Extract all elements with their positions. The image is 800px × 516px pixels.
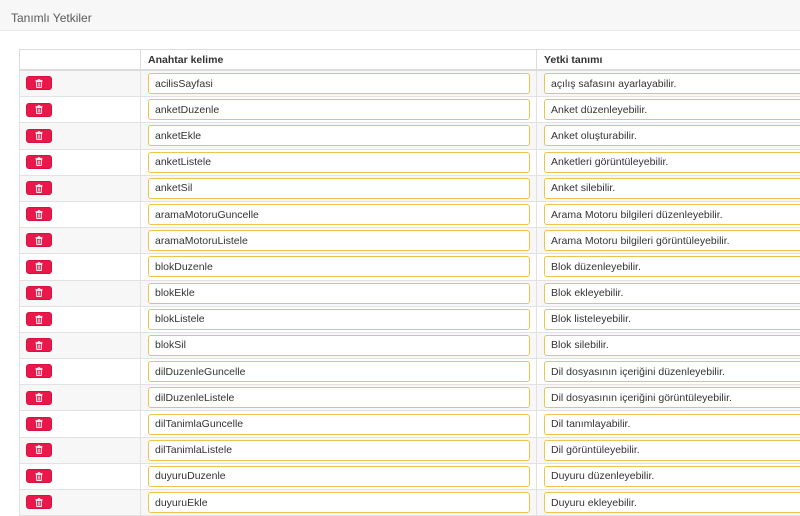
action-cell [20,149,141,175]
delete-button[interactable] [26,233,52,247]
keyword-cell [141,97,537,123]
description-input[interactable] [544,440,800,461]
keyword-cell [141,123,537,149]
trash-icon [35,419,43,428]
trash-icon [35,236,43,245]
keyword-input[interactable] [148,73,530,94]
description-input[interactable] [544,492,800,513]
delete-button[interactable] [26,260,52,274]
delete-button[interactable] [26,155,52,169]
trash-icon [35,393,43,402]
column-header-description: Yetki tanımı [537,50,800,71]
trash-icon [35,445,43,454]
description-cell [537,332,800,358]
keyword-input[interactable] [148,152,530,173]
action-cell [20,490,141,516]
description-cell [537,254,800,280]
keyword-input[interactable] [148,125,530,146]
delete-button[interactable] [26,312,52,326]
table-row [20,306,800,332]
trash-icon [35,367,43,376]
keyword-input[interactable] [148,99,530,120]
delete-button[interactable] [26,76,52,90]
delete-button[interactable] [26,364,52,378]
description-cell [537,437,800,463]
description-input[interactable] [544,387,800,408]
delete-button[interactable] [26,286,52,300]
description-input[interactable] [544,152,800,173]
action-cell [20,201,141,227]
description-input[interactable] [544,230,800,251]
delete-button[interactable] [26,181,52,195]
keyword-input[interactable] [148,230,530,251]
keyword-cell [141,228,537,254]
description-input[interactable] [544,283,800,304]
description-input[interactable] [544,309,800,330]
keyword-input[interactable] [148,440,530,461]
keyword-input[interactable] [148,387,530,408]
action-cell [20,123,141,149]
permissions-table [19,49,800,516]
table-body [20,70,800,516]
trash-icon [35,288,43,297]
action-cell [20,70,141,97]
trash-icon [35,341,43,350]
keyword-input[interactable] [148,414,530,435]
column-header-actions [20,50,141,71]
trash-icon [35,157,43,166]
delete-button[interactable] [26,417,52,431]
keyword-cell [141,280,537,306]
table-header-row [20,50,800,71]
table-row [20,97,800,123]
delete-button[interactable] [26,129,52,143]
keyword-input[interactable] [148,178,530,199]
description-input[interactable] [544,256,800,277]
table-row [20,228,800,254]
description-cell [537,201,800,227]
table-row [20,437,800,463]
trash-icon [35,262,43,271]
keyword-cell [141,332,537,358]
action-cell [20,411,141,437]
description-cell [537,306,800,332]
delete-button[interactable] [26,391,52,405]
keyword-cell [141,411,537,437]
description-input[interactable] [544,178,800,199]
keyword-cell [141,70,537,97]
keyword-input[interactable] [148,361,530,382]
keyword-cell [141,175,537,201]
action-cell [20,254,141,280]
table-row [20,70,800,97]
action-cell [20,280,141,306]
description-input[interactable] [544,361,800,382]
description-cell [537,70,800,97]
trash-icon [35,105,43,114]
table-row [20,254,800,280]
description-cell [537,175,800,201]
action-cell [20,359,141,385]
description-cell [537,228,800,254]
delete-button[interactable] [26,443,52,457]
table-row [20,201,800,227]
page-title: Tanımlı Yetkiler [11,11,92,25]
delete-button[interactable] [26,469,52,483]
table-row [20,280,800,306]
action-cell [20,463,141,489]
table-row [20,123,800,149]
description-input[interactable] [544,335,800,356]
keyword-cell [141,359,537,385]
description-cell [537,97,800,123]
description-input[interactable] [544,73,800,94]
keyword-input[interactable] [148,204,530,225]
keyword-cell [141,254,537,280]
description-input[interactable] [544,466,800,487]
action-cell [20,437,141,463]
keyword-input[interactable] [148,492,530,513]
action-cell [20,385,141,411]
action-cell [20,175,141,201]
description-input[interactable] [544,125,800,146]
keyword-cell [141,385,537,411]
description-cell [537,149,800,175]
delete-button[interactable] [26,103,52,117]
keyword-cell [141,490,537,516]
keyword-cell [141,306,537,332]
action-cell [20,97,141,123]
keyword-input[interactable] [148,309,530,330]
description-input[interactable] [544,414,800,435]
action-cell [20,332,141,358]
keyword-input[interactable] [148,283,530,304]
description-input[interactable] [544,99,800,120]
keyword-cell [141,463,537,489]
trash-icon [35,315,43,324]
permissions-table-container [19,49,800,516]
table-row [20,385,800,411]
description-cell [537,463,800,489]
table-row [20,332,800,358]
description-cell [537,280,800,306]
table-row [20,463,800,489]
table-row [20,411,800,437]
action-cell [20,306,141,332]
table-row [20,490,800,516]
trash-icon [35,210,43,219]
delete-button[interactable] [26,495,52,509]
trash-icon [35,498,43,507]
trash-icon [35,79,43,88]
description-cell [537,385,800,411]
trash-icon [35,131,43,140]
description-cell [537,490,800,516]
keyword-input[interactable] [148,256,530,277]
table-row [20,149,800,175]
column-header-keyword: Anahtar kelime [141,50,537,71]
description-cell [537,359,800,385]
keyword-input[interactable] [148,466,530,487]
table-row [20,359,800,385]
table-row [20,175,800,201]
action-cell [20,228,141,254]
description-cell [537,411,800,437]
trash-icon [35,472,43,481]
keyword-cell [141,201,537,227]
page-header [0,0,800,31]
keyword-cell [141,149,537,175]
delete-button[interactable] [26,207,52,221]
keyword-cell [141,437,537,463]
description-input[interactable] [544,204,800,225]
delete-button[interactable] [26,338,52,352]
trash-icon [35,184,43,193]
description-cell [537,123,800,149]
keyword-input[interactable] [148,335,530,356]
